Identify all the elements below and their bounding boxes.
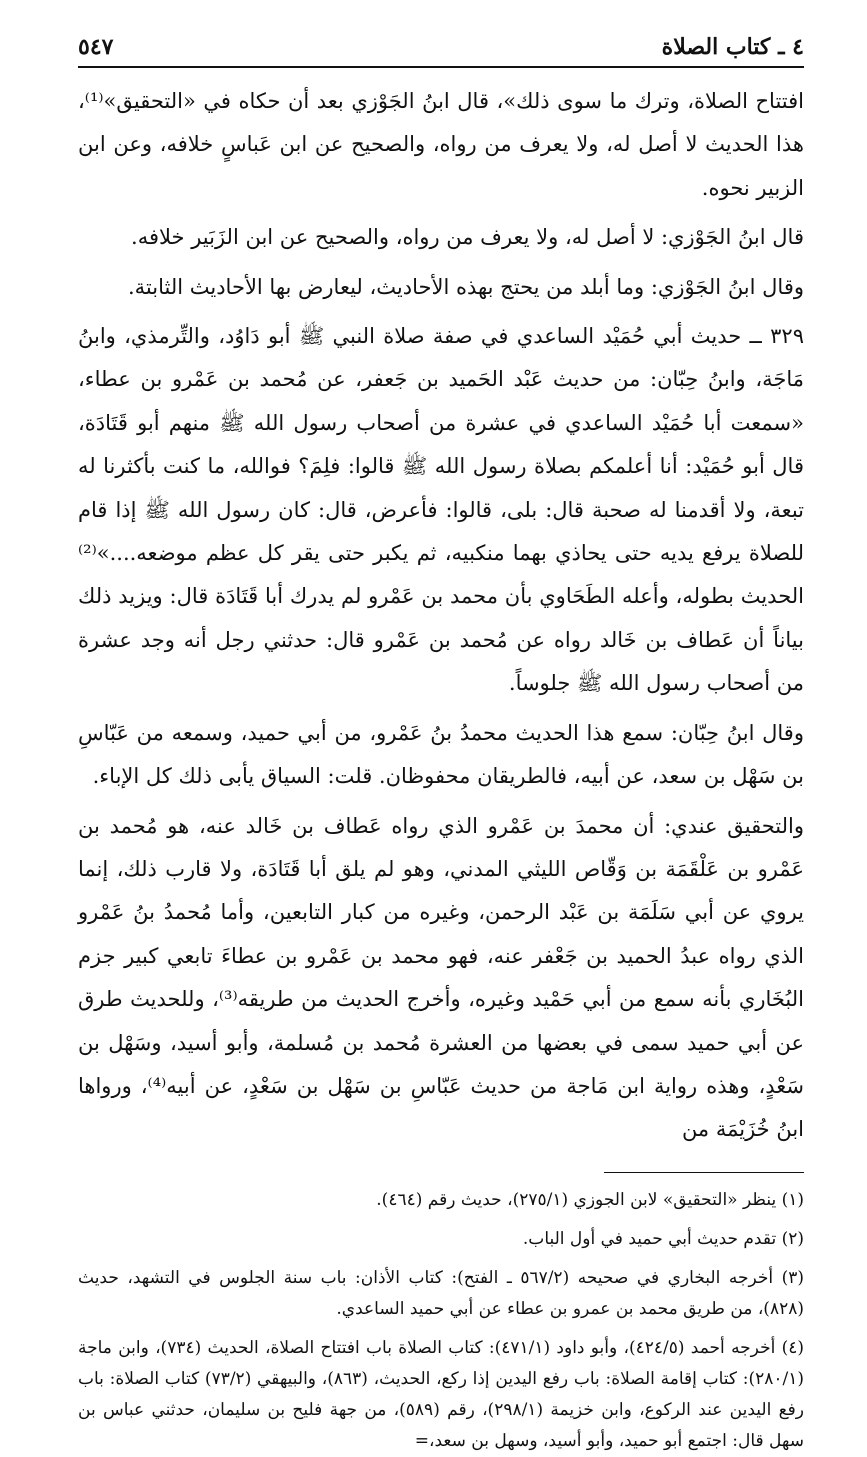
book-page [78,30,805,1451]
footnote-divider [604,1172,804,1173]
paragraph-4: ٣٢٩ ــ حديث أبي حُمَيْد الساعدي في صفة صلاة النبي ﷺ أبو دَاوُد، والتِّرمذي، وابنُ مَاجَة، وابنُ حِبّان: من حديث عَبْد الحَميد بن جَعفر، عن مُحمد بن عَمْرو بن عطاء، «سمعت أبا حُمَيْد الساعدي في عشرة من أصحاب رسول الله ﷺ منهم أبو قَتَادَة، قال أبو حُمَيْد: أنا أعلمكم بصلاة رسول الله ﷺ قالوا: فلِمَ؟ فوالله، ما كنت بأكثرنا له تبعة، ولا أقدمنا له صحبة قال: بلى، قالوا: فأعرض، قال: كان رسول الله ﷺ إذا قام للصلاة يرفع يديه حتى يحاذي بهما منكبيه، ثم يكبر حتى يقر كل عظم موضعه....»⁽²⁾ الحديث بطوله، وأعله الطَحَاوي بأن محمد بن عَمْرو لم يدرك أبا قَتَادَة قال: ويزيد ذلك بياناً أن عَطاف بن خَالد رواه عن مُحمد بن عَمْرو قال: حدثني رجل أنه وجد عشرة من أصحاب رسول الله ﷺ جلوساً. [78,324,804,696]
paragraph-1: افتتاح الصلاة، وترك ما سوى ذلك»، قال ابنُ الجَوْزي بعد أن حكاه في «التحقيق»⁽¹⁾، هذا الحديث لا أصل له، ولا يعرف من رواه، والصحيح عن ابن عَباسٍ خلافه، وعن ابن الزبير نحوه. [78,89,804,200]
footnote-4: (٤) أخرجه أحمد (٤٢٤/٥)، وأبو داود (٤٧١/١): كتاب الصلاة باب افتتاح الصلاة، الحديث (٧٣٤)، وابن ماجة (٢٨٠/١): كتاب إقامة الصلاة: باب رفع اليدين إذا ركع، الحديث، (٨٦٣)، والبيهقي (٧٣/٢) كتاب الصلاة: باب رفع اليدين عند الركوع، وابن خزيمة (٢٩٨/١)، رقم (٥٨٩)، من جهة فليح بن سليمان، حدثني عباس بن سهل قال: اجتمع أبو حميد، وأبو أسيد، وسهل بن سعد،= [78,1337,804,1451]
page-number: ٥٤٧ [78,34,114,60]
footnote-1: (١) ينظر «التحقيق» لابن الجوزي (٢٧٥/١)، حديث رقم (٤٦٤). [376,1189,804,1210]
paragraph-3: وقال ابنُ الجَوْزي: وما أبلد من يحتج بهذه الأحاديث، ليعارض بها الأحاديث الثابتة. [127,274,804,299]
paragraph-6: والتحقيق عندي: أن محمدَ بن عَمْرو الذي رواه عَطاف بن خَالد عنه، هو مُحمد بن عَمْرو بن عَلْقَمَة بن وَقّاص الليثي المدني، وهو لم يلق أبا قَتَادَة، ولا قارب ذلك، إنما يروي عن أبي سَلَمَة بن عَبْد الرحمن، وغيره من كبار التابعين، وأما مُحمدُ بنُ عَمْرو الذي رواه عبدُ الحميد بن جَعْفر عنه، فهو محمد بن عَمْرو بن عطاءَ تابعي كبير جزم البُخَاري بأنه سمع من أبي حَمْيد وغيره، وأخرج الحديث من طريقه⁽³⁾، وللحديث طرق عن أبي حميد سمى في بعضها من العشرة مُحمد بن مُسلمة، وأبو أسيد، وسَهْل بن سَعْدٍ، وهذه رواية ابن مَاجة من حديث عَبّاسِ بن سَهْل بن سَعْدٍ، عن أبيه⁽⁴⁾، ورواها ابنُ خُزَيْمَة من [78,813,805,1142]
footnotes [78,1185,804,1457]
paragraph-5: وقال ابنُ حِبّان: سمع هذا الحديث محمدُ بنُ عَمْرو، من أبي حميد، وسمعه من عَبّاسِ بن سَهْل بن سعد، عن أبيه، فالطريقان محفوظان. قلت: السياق يأبى ذلك كل الإباء. [78,720,804,789]
running-header [78,30,804,68]
chapter-title: ٤ ـ كتاب الصلاة [661,34,804,60]
main-text [78,80,804,1152]
footnote-2: (٢) تقدم حديث أبي حميد في أول الباب. [522,1228,804,1249]
paragraph-2: قال ابنُ الجَوْزي: لا أصل له، ولا يعرف من رواه، والصحيح عن ابن الزَبَير خلافه. [131,225,804,250]
footnote-3: (٣) أخرجه البخاري في صحيحه (٥٦٧/٢ ـ الفتح): كتاب الأذان: باب سنة الجلوس في التشهد، حديث (٨٢٨)، من طريق محمد بن عمرو بن عطاء عن أبي حميد الساعدي. [78,1267,804,1319]
